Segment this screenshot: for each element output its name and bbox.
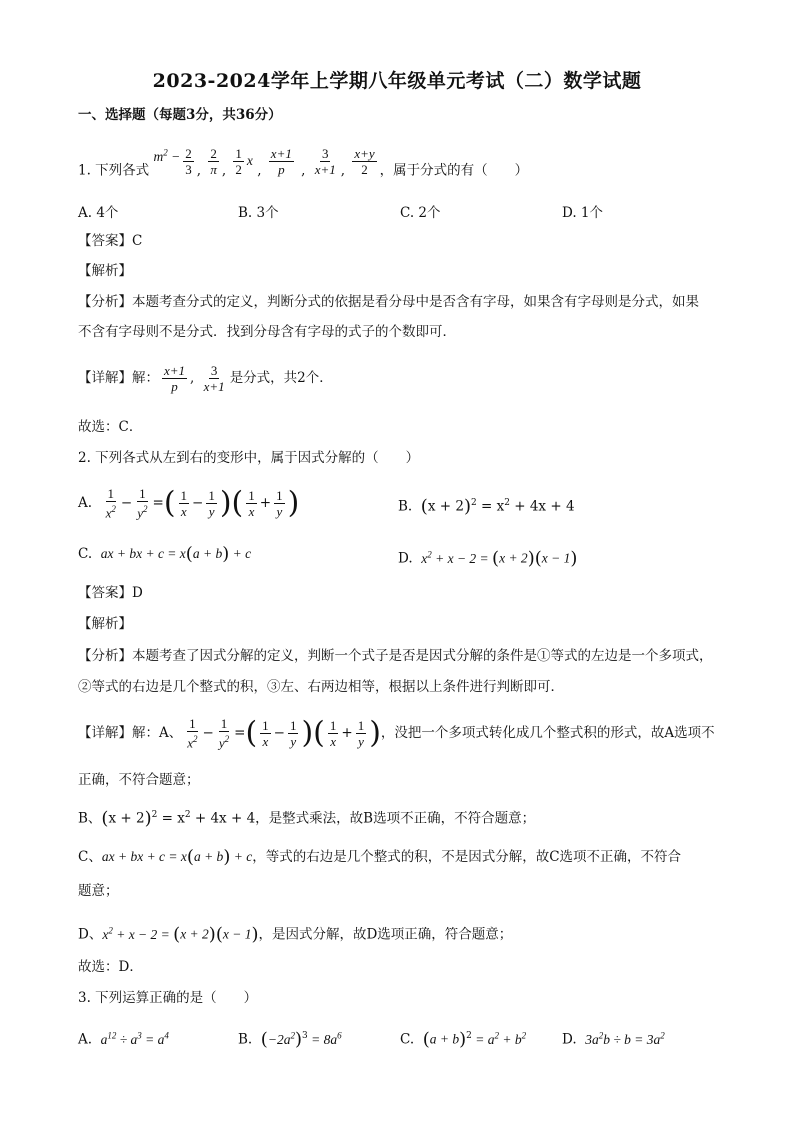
section-heading: 一、选择题（每题3分，共36分） [78, 107, 282, 123]
q2-option-c: C. ax + bx + c = x(a + b) + c [78, 543, 252, 565]
q2-detail-b-tail: ，是整式乘法，故B选项不正确，不符合题意； [255, 810, 536, 827]
q1-expr-5: $\frac{3}{x+1}$ [314, 145, 336, 177]
q2-analysis: 【解析】 [78, 616, 132, 632]
q2-detail-a: 【详解】解：A、 $\frac{1}{x^2}$ − $\frac{1}{y^2}$ =( $\frac{1}{x}$ − $\frac{1}{y}$ )( $\frac{1}{x}$ + $\frac{1}{y}$ )，没把一个多项式转化成几个整式积的形式，故A选项不 [78, 715, 715, 751]
q1-answer: 【答案】C [78, 233, 143, 249]
q2-detail-d: D、$x^2 + x - 2 = (x + 2)(x - 1)$，是因式分解，故D选项正确，符合题意； [78, 924, 513, 945]
q1-option-b: B. 3个 [238, 205, 279, 221]
page-title: 2023-2024学年上学期八年级单元考试（二）数学试题 [152, 70, 642, 92]
q1-option-d: D. 1个 [562, 205, 604, 221]
q2-detail-a-tail: ，没把一个多项式转化成几个整式积的形式，故A选项不 [380, 725, 715, 741]
q2-detail-a-2: 正确，不符合题意； [78, 772, 200, 788]
q1-expr-4: $\frac{x+1}{p}$ [270, 145, 292, 177]
q1-tail: ，属于分式的有（ ） [379, 162, 529, 179]
q3-option-c: C. $(a + b)^2 = a^2 + b^2$ [400, 1029, 527, 1050]
q1-expr-3: $\frac{1}{2}$ [235, 145, 242, 177]
q1-detail: 【详解】解： $\frac{x+1}{p}$ , $\frac{3}{x+1}$ 是分式，共2个． [78, 363, 333, 394]
q1-detail-tail: 是分式，共2个． [229, 370, 333, 386]
q3-option-b: B. $(-2a^2)^3 = 8a^6$ [238, 1029, 342, 1050]
q2-stem: 2. 下列各式从左到右的变形中，属于因式分解的（ ） [78, 450, 420, 466]
q2-detail-c-tail: ，等式的右边是几个整式的积，不是因式分解，故C选项不正确，不符合 [252, 849, 682, 865]
q2-option-d: D. $x^2 + x - 2 = (x + 2)(x - 1)$ [398, 548, 578, 569]
q2-fenxi-1: 【分析】本题考查了因式分解的定义，判断一个式子是否是因式分解的条件是①等式的左边是一个多项式， [78, 648, 713, 664]
q3-option-a: A. $a^{12} \div a^3 = a^4$ [78, 1030, 169, 1048]
q1-option-c: C. 2个 [400, 205, 441, 221]
q2-detail-d-tail: ，是因式分解，故D选项正确，符合题意； [258, 926, 513, 943]
q2-detail-b: B、$(x + 2)^2 = x^2 + 4x + 4$，是整式乘法，故B选项不正确，不符合题意； [78, 808, 536, 829]
q2-detail-c-2: 题意； [78, 883, 119, 899]
q2-choose: 故选：D． [78, 959, 143, 975]
q2-fenxi-2: ②等式的右边是几个整式的积，③左、右两边相等，根据以上条件进行判断即可． [78, 679, 564, 695]
q1-expr-1-frac: $\frac{2}{3}$ [185, 145, 192, 177]
q1-expr-1: $m^2$ − [153, 147, 181, 164]
q1-fenxi-1: 【分析】本题考查分式的定义，判断分式的依据是看分母中是否含有字母，如果含有字母则是分式，如果 [78, 294, 699, 310]
q1-lead: 1. 下列各式 [78, 162, 150, 179]
q2-detail-a-lead: 【详解】解：A、 [78, 725, 183, 741]
q2-detail-c: C、ax + bx + c = x(a + b) + c，等式的右边是几个整式的积，不是因式分解，故C选项不正确，不符合 [78, 846, 682, 868]
q2-option-a: A. $\frac{1}{x^2}$ − $\frac{1}{y^2}$ =( $\frac{1}{x}$ − $\frac{1}{y}$ )( $\frac{1}{x}$ + $\frac{1}{y}$ ) [78, 485, 300, 521]
q3-option-d: D. $3a^2b \div b = 3a^2$ [562, 1030, 665, 1048]
q1-fenxi-2: 不含有字母则不是分式．找到分母含有字母的式子的个数即可． [78, 324, 456, 340]
q1-detail-lead: 【详解】解： [78, 370, 159, 386]
q1-expr-6: $\frac{x+y}{2}$ [354, 145, 375, 177]
q2-option-b: B. $(x + 2)^2 = x^2 + 4x + 4$ [398, 496, 575, 517]
q1-stem: 1. 下列各式 $m^2$ − $\frac{2}{3}$ , $\frac{2}{\pi}$ , $\frac{1}{2}$ x , $\frac{x+1}{p}$ , $\frac{3}{x+1}$ , $\frac{x+y}{2}$ ，属于分式的有（ ） [78, 145, 529, 179]
q3-stem: 3. 下列运算正确的是（ ） [78, 990, 258, 1006]
q2-answer: 【答案】D [78, 585, 143, 601]
q1-choose: 故选：C． [78, 419, 143, 435]
q1-expr-2: $\frac{2}{\pi}$ [210, 145, 217, 177]
q1-analysis: 【解析】 [78, 263, 132, 279]
q1-option-a: A. 4个 [78, 205, 119, 221]
